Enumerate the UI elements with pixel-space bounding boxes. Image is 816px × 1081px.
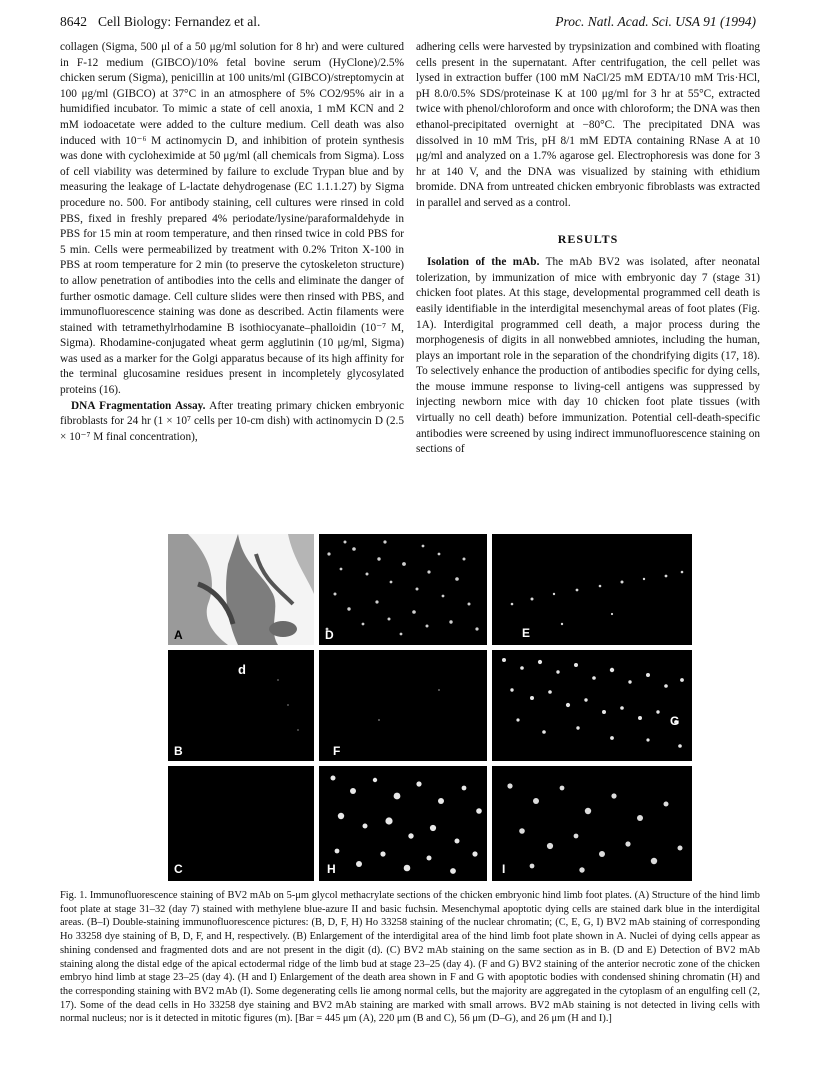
paragraph [60,399,404,446]
panel-label: G [670,714,680,728]
panel-label: D [325,628,334,642]
histology-image [168,534,314,645]
panel-label: H [327,862,336,876]
paragraph-text: After treating primary chicken embryonic fibroblasts for 24 hr (1 × 10⁷ cells per 10-cm dish) with actinomycin D (2.5 × 10⁻⁷ M final concentration), [60,399,404,443]
panel-b [168,650,314,761]
fluorescence-image [319,650,487,761]
figure-1 [168,534,692,881]
panel-a [168,534,314,645]
panel-g [492,650,692,761]
panel-f [319,650,487,761]
panel-e [492,534,692,645]
paragraph: adhering cells were harvested by trypsinization and combined with floating cells present in the supernatant. After centrifugation, the cell pellet was lysed in extraction buffer (100 mM NaCl/25 mM EDTA/10 mM Tris·HCl, pH 8.0/0.5% SDS/proteinase K at 100 μg/ml for 3 hr at 55°C, extracted twice with phenol/chloroform and once with chloroform; the DNA was then ethanol-precipitated overnight at −80°C. The precipitated DNA was dissolved in 10 mM Tris, pH 8/1 mM EDTA containing RNase A at 10 μg/ml and analyzed on a 1.7% agarose gel. Electrophoresis was done for 3 hr at 140 V, and the DNA was visualized by staining with ethidium bromide. DNA from untreated chicken embryonic fibroblasts was extracted in parallel and served as a control. [416,41,760,209]
caption-text: Immunofluorescence staining of BV2 mAb on 5-μm glycol methacrylate sections of the chicken embryonic hind limb foot plates. (A) Structure of the hind limb foot plate at stage 31–32 (day 7) stained with methylene blue-azure II and basic fuchsin. Mesenchymal apoptotic dying cells are stained dark blue in the interdigital areas. (B–I) Double-staining immunofluorescence pictures: (B, D, F, H) Ho 33258 staining of the nuclear chromatin; (C, E, G, I) BV2 mAb staining of corresponding Ho 33258 dye staining of B, D, F, and H, respectively. (B) Enlargement of the interdigital area of the hind limb foot plate shown in A. Nuclei of dying cells appear as shining condensed and fragmented dots and are not present in the digit (d). (C) BV2 mAb staining on the same section as in B. (D and E) Detection of BV2 mAb staining along the distal edge of the apical ectodermal ridge of the limb bud at stage 23–25 (day 4). (F and G) BV2 staining of the anterior necrotic zone of the chicken embryo hind limb at stage 23–25 (day 4). (H and I) Enlargement of the death area shown in F and G with apoptotic bodies with condensed shining chromatin (H) and the corresponding staining with BV2 mAb (I). Some degenerating cells lie among normal cells, but the majority are aggregated in the cytoplasm of an engulfing cell (2, 17). Some of the dead cells in Ho 33258 dye staining and BV2 mAb staining are marked with small arrows. BV2 mAb staining is not detected in living cells with normal nucleus; nor is it detected in mitotic figures (m). [Bar = 445 μm (A), 220 μm (B and C), 56 μm (D–G), and 26 μm (H and I).] [60,890,760,1025]
paragraph [416,255,760,458]
panel-label: F [333,744,341,758]
right-column [416,40,760,458]
paragraph-text: The mAb BV2 was isolated, after neonatal tolerization, by immunization of mice with embryonic day 7 (stage 31) chicken foot plates. At this stage, developmental programmed cell death is easily identifiable in the interdigital mesenchymal areas of foot plates (Fig. 1A). Interdigital programmed cell death, a major process during the morphogenesis of digits in all nonwebbed amniotes, including the human, plays an important role in the separation of the chondrifying digits (17, 18). To selectively enhance the production of antibodies specific for dying cells, the mouse immune response to living-cell antigens was suppressed by injecting newborn mice with day 10 chicken foot plate tissues (with virtually no cell death) before immunization. Potential cell-death-specific antibodies were screened by using indirect immunofluorescence staining on sections of [416,256,760,456]
figure-caption [60,889,760,1026]
fluorescence-image [492,650,692,761]
section-heading: DNA Fragmentation Assay. [71,399,206,412]
paragraph: collagen (Sigma, 500 μl of a 50 μg/ml solution for 8 hr) and were cultured in F-12 medium (GIBCO)/10% fetal bovine serum (HyClone)/2.5% chicken serum (Sigma), penicillin at 100 units/ml (GIBCO)/streptomycin at 100 μg/ml (GIBCO) at 37°C in an atmosphere of 5% CO2/95% air in a humidified incubator. To mimic a state of cell anoxia, 1 mM KCN and 2 mM iodoacetate were added to the culture medium. Cell death was also induced with 10⁻⁶ M actinomycin D, and inhibition of protein synthesis was done with cycloheximide at 50 μg/ml (all chemicals from Sigma). Loss of cell viability was determined by failure to exclude Trypan blue and by measuring the leakage of L-lactate dehydrogenase (EC 1.1.1.27) by Sigma procedure no. 500. For antibody staining, cell cultures were rinsed in cold PBS, fixed in freshly prepared 4% periodate/lysine/paraformaldehyde in PBS for 15 min at room temperature, and then rinsed twice in cold PBS for 5 min. Cells were permeabilized by treatment with 0.2% Triton X-100 in PBS at room temperature for 2 min (to preserve the cytoskeleton structure) to allow penetration of antibodies into the cells and eliminate the danger of further osmotic damage. Cell culture slides were then rinsed with PBS, and immunofluorescence staining was done as described. Actin filaments were stained with tetramethylrhodamine B isothiocyanate–phalloidin (10⁻⁷ M, Sigma). Rhodamine-conjugated wheat germ agglutinin (10 μg/ml, Sigma) was used as a marker for the Golgi apparatus because of its high affinity for the terminal glucosamine residues present in incompletely glycosylated proteins (16). [60,41,404,397]
panel-label: B [174,744,183,758]
journal-citation: Proc. Natl. Acad. Sci. USA 91 (1994) [555,14,756,29]
fluorescence-image [319,766,487,881]
panel-d [319,534,487,645]
panel-h [319,766,487,881]
fluorescence-image [492,766,692,881]
section-title: Cell Biology: Fernandez et al. [98,14,261,29]
page-number: 8642 [60,14,87,29]
panel-label: E [522,626,531,640]
section-heading: Isolation of the mAb. [427,256,540,269]
panel-label: I [502,862,506,876]
panel-label: A [174,628,183,642]
figure-number: Fig. 1. [60,890,88,901]
left-column [60,40,404,445]
results-heading: RESULTS [557,231,619,246]
panel-i [492,766,692,881]
fluorescence-image [319,534,487,645]
panel-label: C [174,862,183,876]
digit-label: d [238,662,246,677]
panel-c [168,766,314,881]
running-header [60,14,756,34]
